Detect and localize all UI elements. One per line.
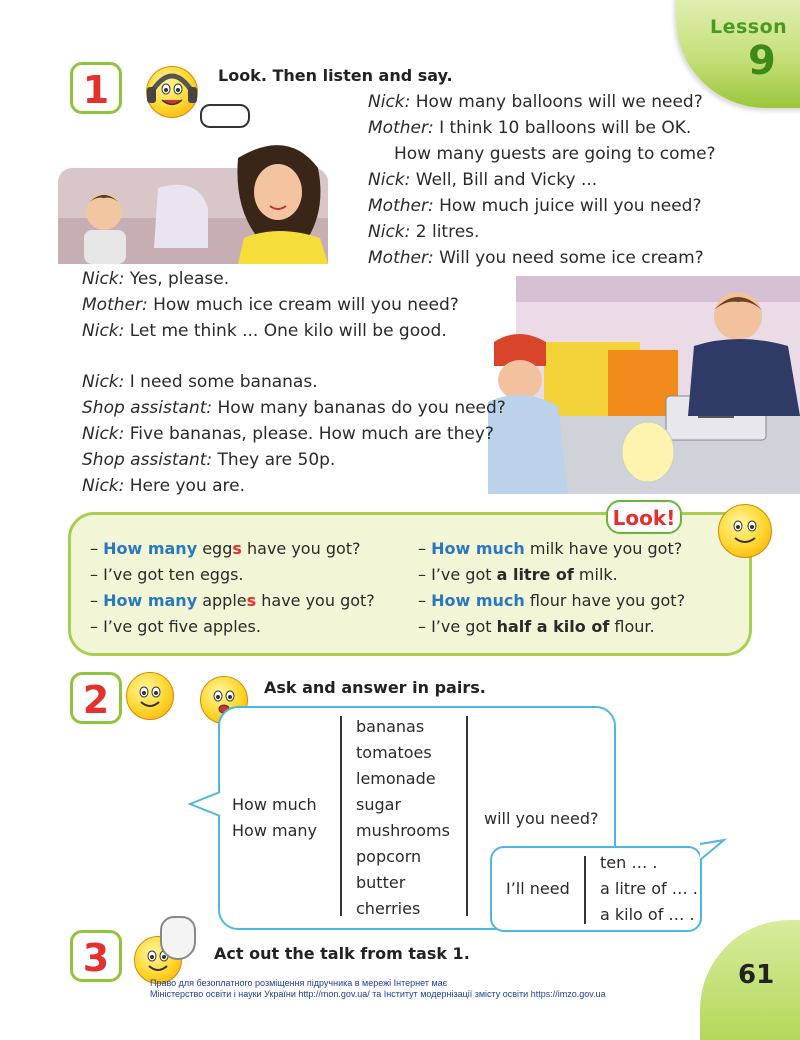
dialogue-line: Mother: Will you need some ice cream? <box>368 248 704 268</box>
nick-mother-sofa-illustration <box>58 128 328 264</box>
theatre-mask-icon <box>160 916 196 960</box>
task-3-title: Act out the talk from task 1. <box>214 944 470 963</box>
answer-bubble-tail-icon <box>698 838 728 866</box>
dialogue-line: Nick: How many balloons will we need? <box>368 92 703 112</box>
grammar-line: – I’ve got five apples. <box>90 617 261 636</box>
page-number: 61 <box>738 960 775 990</box>
food-item: butter <box>356 873 406 892</box>
footer-notice <box>150 978 606 1000</box>
divider <box>584 856 586 924</box>
divider <box>466 716 468 916</box>
dialogue-line: Nick: Let me think ... One kilo will be good. <box>82 321 447 341</box>
task-1-number: 1 <box>70 62 122 114</box>
lesson-number: 9 <box>748 38 776 84</box>
task-3-number: 3 <box>70 930 122 982</box>
food-items <box>356 714 450 922</box>
lesson-label: Lesson <box>710 16 788 38</box>
task-1-title: Look. Then listen and say. <box>218 66 453 85</box>
look-left-column <box>90 536 375 640</box>
question-words <box>232 792 317 844</box>
dialogue-line: How many guests are going to come? <box>394 144 716 164</box>
food-item: popcorn <box>356 847 422 866</box>
smiley-icon <box>126 672 174 720</box>
food-item: bananas <box>356 717 425 736</box>
grammar-line: – I’ve got ten eggs. <box>90 565 244 584</box>
dialogue-line: Shop assistant: They are 50p. <box>82 450 336 470</box>
dialogue-a <box>368 89 716 271</box>
answer-option: ten … . <box>600 853 658 872</box>
food-item: tomatoes <box>356 743 432 762</box>
dialogue-line: Nick: Here you are. <box>82 476 246 496</box>
dialogue-c <box>82 369 506 499</box>
answer-start: I’ll need <box>506 879 570 898</box>
grammar-line: – I’ve got half a kilo of flour. <box>418 617 655 636</box>
grammar-line: – How much milk have you got? <box>418 539 683 558</box>
question-word: How much <box>232 795 317 814</box>
question-ending: will you need? <box>484 809 599 828</box>
dialogue-b <box>82 266 459 344</box>
task-2-title: Ask and answer in pairs. <box>264 678 486 697</box>
dialogue-line: Shop assistant: How many bananas do you need? <box>82 398 506 418</box>
pairbox-tail-icon <box>188 790 222 820</box>
footer-line: Право для безоплатного розміщення підручника в мережі Інтернет має <box>150 978 448 988</box>
task-2-number: 2 <box>70 672 122 724</box>
answer-option: a litre of … . <box>600 879 698 898</box>
dialogue-line: Mother: I think 10 balloons will be OK. <box>368 118 692 138</box>
dialogue-line: Nick: I need some bananas. <box>82 372 318 392</box>
smiley-icon <box>718 504 772 558</box>
dialogue-line: Mother: How much juice will you need? <box>368 196 702 216</box>
shop-illustration <box>488 276 800 494</box>
grammar-line: – How much flour have you got? <box>418 591 686 610</box>
look-right-column <box>418 536 685 640</box>
dialogue-line: Mother: How much ice cream will you need? <box>82 295 459 315</box>
answer-option: a kilo of … . <box>600 905 695 924</box>
dialogue-line: Nick: Well, Bill and Vicky ... <box>368 170 598 190</box>
food-item: lemonade <box>356 769 436 788</box>
food-item: mushrooms <box>356 821 450 840</box>
grammar-line: – How many apples have you got? <box>90 591 375 610</box>
grammar-line: – I’ve got a litre of milk. <box>418 565 618 584</box>
look-bubble: Look! <box>606 500 682 534</box>
food-item: sugar <box>356 795 402 814</box>
dialogue-line: Nick: Five bananas, please. How much are they? <box>82 424 494 444</box>
divider <box>340 716 342 916</box>
speech-bubble-icon <box>200 104 250 128</box>
footer-line: Міністерство освіти і науки України http://mon.gov.ua/ та Інститут модернізації змісту освіти https://imzo.gov.ua <box>150 989 606 999</box>
answer-options <box>600 850 698 928</box>
headphones-smiley-icon <box>146 66 198 118</box>
question-word: How many <box>232 821 317 840</box>
food-item: cherries <box>356 899 421 918</box>
dialogue-line: Nick: 2 litres. <box>368 222 480 242</box>
dialogue-line: Nick: Yes, please. <box>82 269 230 289</box>
grammar-line: – How many eggs have you got? <box>90 539 361 558</box>
